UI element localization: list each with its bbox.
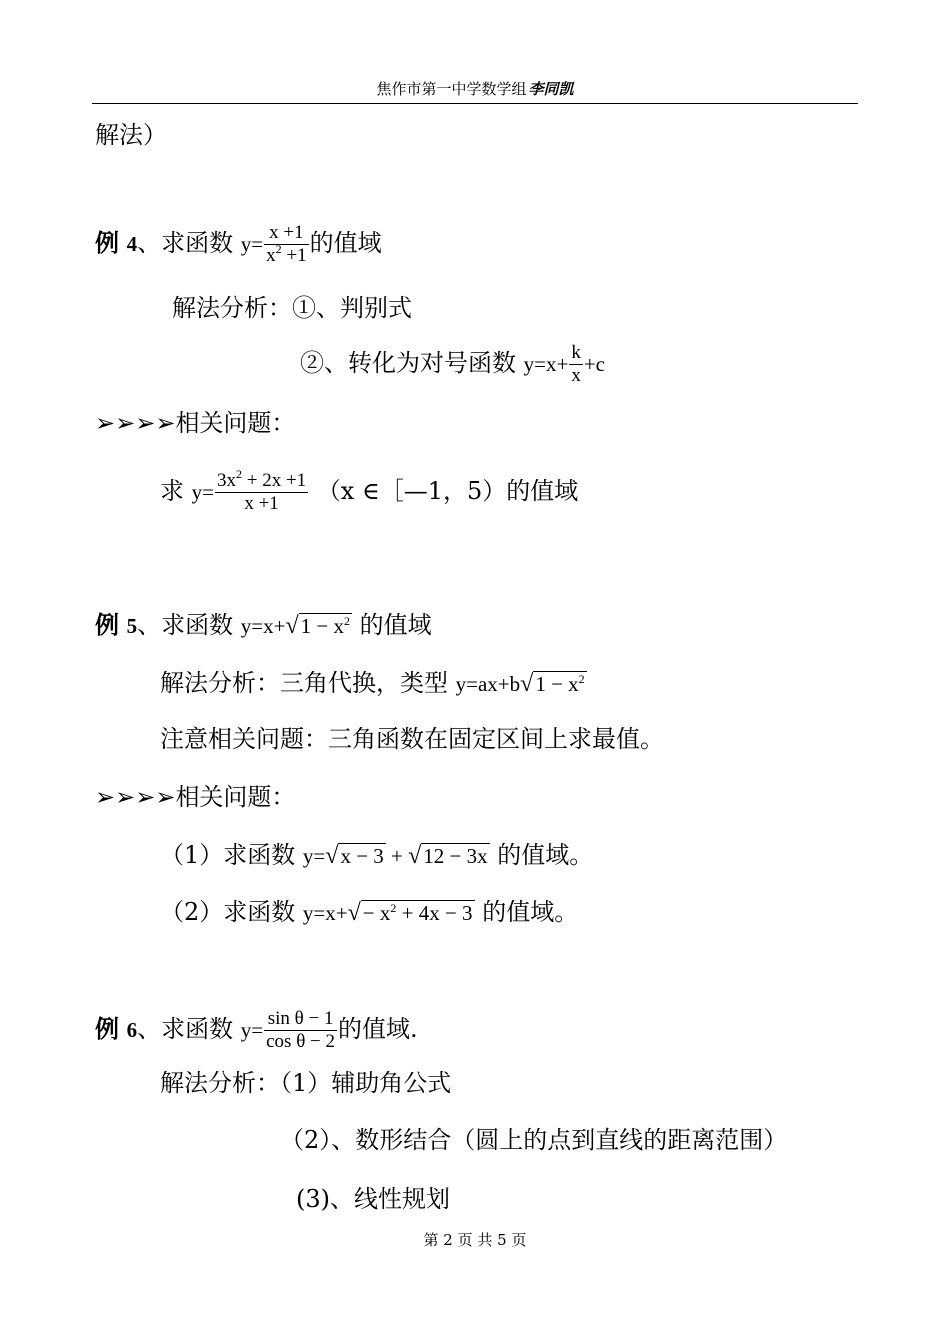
- ex6-method-3: (3)、线性规划: [296, 1185, 450, 1213]
- header-rule: [92, 103, 858, 104]
- ex6-method-1: 解法分析：（1）辅助角公式: [160, 1069, 452, 1097]
- related-problem-2-1: （1）求函数 y=√x − 3 + √12 − 3x 的值域。: [160, 841, 594, 869]
- example-6-question: 例 6、求函数 y= $\frac{\text{sin θ − 1}}{\text{cos θ − 2}}$ 的值域.: [95, 1008, 418, 1052]
- related-problem-2-2: （2）求函数 $y=x+√- x^2 + 4x - 3$ 的值域。: [160, 898, 579, 926]
- ex5-method-radical: $√1 - x^2$: [520, 671, 585, 697]
- example-5-question: 例 5、求函数 $y=x+√1 - x^2$ 的值域: [95, 610, 432, 639]
- ex6-fraction: $\frac{\text{sin θ − 1}}{\text{cos θ − 2}}$: [266, 1008, 336, 1052]
- ex4-method-1: 解法分析：①、判别式: [172, 294, 412, 322]
- ex4-k-over-x: $\frac{k}{x}$: [571, 342, 581, 386]
- ex4-fraction: $\frac{x +1}{x^2 +1}$: [266, 222, 307, 266]
- header-text: 焦作市第一中学数学组: [376, 80, 527, 98]
- related-problem-1: 求 y= $\frac{3x^2 + 2x +1}{x +1}$ （x ∈［—1，5）的值域: [160, 467, 579, 514]
- ex6-method-2: （2）、数形结合（圆上的点到直线的距离范围）: [280, 1126, 788, 1154]
- related-problems-1-heading: ➢➢➢➢相关问题：: [95, 409, 296, 437]
- ex4-method-2: ②、转化为对号函数 y=x+ $\frac{k}{x}$ +c: [300, 342, 605, 386]
- rel2-q2-radical: √− $x^2 + 4x - 3$: [347, 900, 473, 926]
- ex5-method: 解法分析：三角代换，类型 $y=ax+b√1 - x^2$: [160, 669, 585, 697]
- related-problems-2-heading: ➢➢➢➢相关问题：: [95, 783, 296, 811]
- header-author: 李同凯: [528, 80, 574, 98]
- continued-text: 解法）: [95, 121, 167, 149]
- ex5-radical: $√1 - x^2$: [285, 613, 350, 639]
- page-header: [0, 78, 950, 99]
- example-4-question: 例 4、求函数 y= $\frac{x +1}{x^2 +1}$ 的值域: [95, 222, 382, 266]
- ex5-note: 注意相关问题：三角函数在固定区间上求最值。: [160, 725, 664, 753]
- page-footer: 第 2 页 共 5 页: [423, 1231, 527, 1249]
- rel1-fraction: $\frac{3x^2 + 2x +1}{x +1}$: [216, 467, 307, 514]
- rel2-q1-radical-1: √x − 3: [325, 843, 384, 869]
- rel2-q1-radical-2: √12 − 3x: [408, 843, 488, 869]
